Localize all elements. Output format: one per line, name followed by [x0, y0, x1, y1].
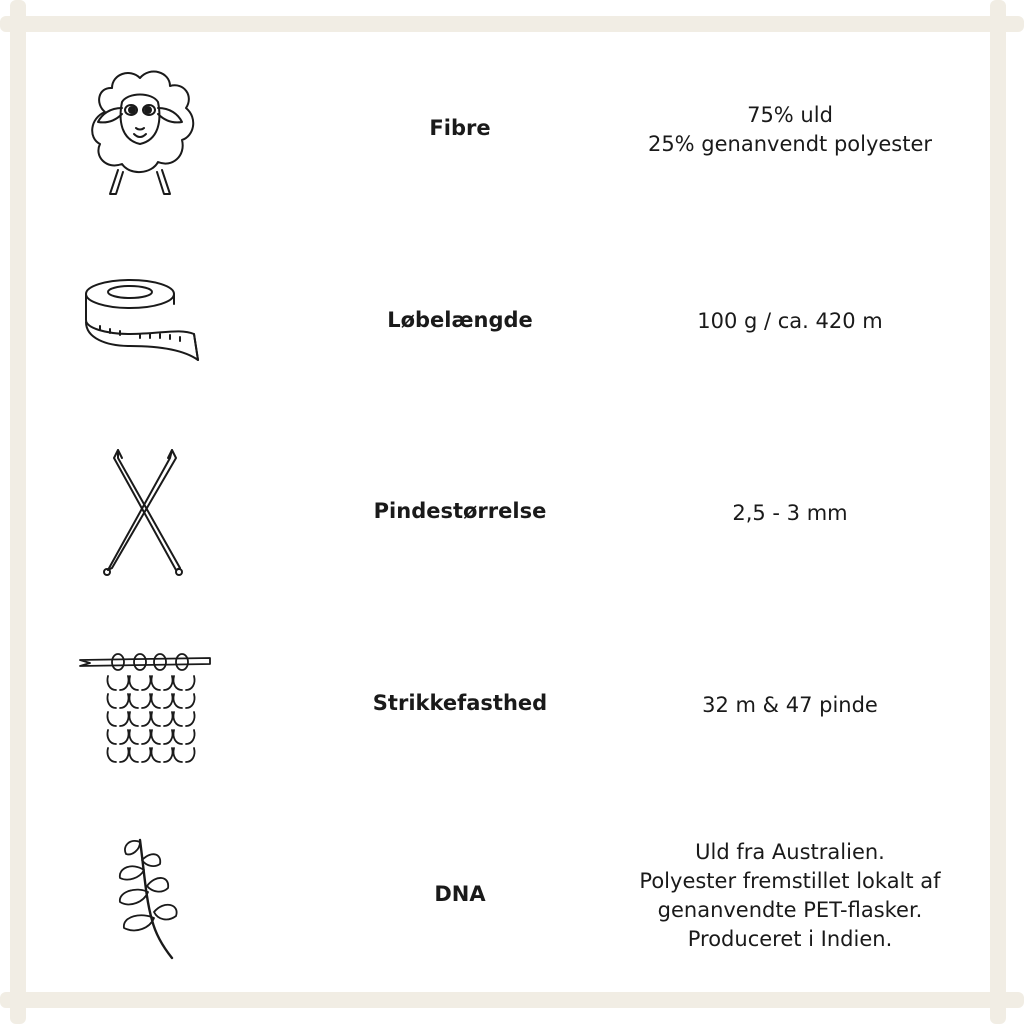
frame-right-border — [990, 0, 1006, 1024]
row-label: Løbelængde — [387, 308, 533, 332]
plant-branch-icon — [60, 820, 220, 980]
row-value: 100 g / ca. 420 m — [697, 309, 883, 333]
row-label: Pindestørrelse — [373, 499, 547, 523]
row-value: Uld fra Australien. Polyester fremstillet lokalt af genanvendte PET-flasker. Produceret i Indien. — [639, 840, 941, 951]
row-value: 2,5 - 3 mm — [732, 501, 848, 525]
row-label: DNA — [434, 882, 486, 906]
frame-left-border — [10, 0, 26, 1024]
measuring-tape-icon — [60, 242, 220, 402]
frame-bottom-border — [0, 992, 1024, 1008]
row-label: Strikkefasthed — [372, 691, 548, 715]
row-value: 32 m & 47 pinde — [702, 693, 878, 717]
knitting-needles-icon — [60, 436, 220, 596]
frame-top-border — [0, 16, 1024, 32]
knitted-stitches-icon — [60, 628, 220, 788]
row-value: 75% uld 25% genanvendt polyester — [647, 103, 933, 156]
row-label: Fibre — [429, 116, 491, 140]
sheep-icon — [60, 52, 220, 212]
